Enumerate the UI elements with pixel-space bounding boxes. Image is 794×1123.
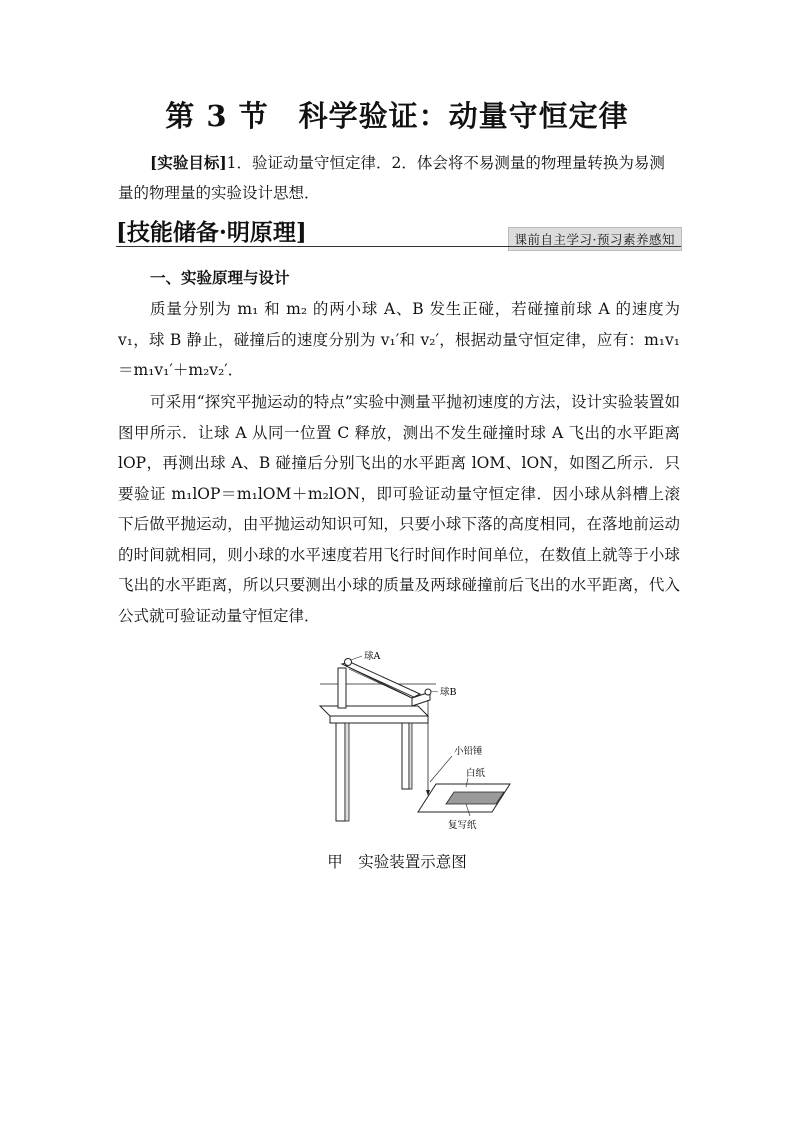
table-leg-front	[336, 723, 345, 821]
subheading: 一、实验原理与设计	[150, 268, 290, 287]
carbon-paper	[446, 792, 504, 804]
incline-support	[338, 668, 346, 708]
objective-text: 1．验证动量守恒定律．2．体会将不易测量的物理量转换为易测量的物理量的实验设计思想．	[118, 154, 665, 202]
section-tag: 课前自主学习·预习素养感知	[508, 227, 682, 251]
plumb-label: 小铅锤	[454, 746, 483, 757]
table-top	[320, 706, 428, 716]
table-leg-back-shadow	[409, 723, 412, 789]
ball-a	[345, 659, 352, 666]
table-leg-back	[402, 723, 409, 789]
white-paper-label: 白纸	[466, 768, 486, 779]
section-divider	[116, 246, 681, 247]
page-title	[0, 94, 794, 135]
section-name: 科学验证：动量守恒定律	[298, 99, 629, 133]
paragraph-principle: 质量分别为 m₁ 和 m₂ 的两小球 A、B 发生正碰，若碰撞前球 A 的速度为 v₁，球 B 静止，碰撞后的速度分别为 v₁′和 v₂′，根据动量守恒定律，应有：m₁v₁＝m₁v₁′＋m₂v₂′．	[118, 300, 680, 379]
figure-caption: 甲 实验装置示意图	[327, 853, 467, 871]
apparatus-diagram	[316, 644, 516, 852]
carbon-paper-label: 复写纸	[448, 820, 477, 831]
objective-tag: [实验目标]	[150, 153, 227, 172]
ball-b	[425, 689, 431, 695]
table-edge	[330, 716, 428, 723]
table-leg-shadow	[345, 723, 349, 821]
experiment-objective	[118, 148, 678, 208]
section-number: 第 3 节	[165, 99, 269, 133]
section-heading: [技能储备·明原理]	[116, 219, 307, 246]
paragraph-design: 可采用“探究平抛运动的特点”实验中测量平抛初速度的方法，设计实验装置如图甲所示．让球 A 从同一位置 C 释放，测出不发生碰撞时球 A 飞出的水平距离 lOP，再测出球 A、B 碰撞后分别飞出的水平距离 lOM、lON，如图乙所示．只要验证 m₁lOP＝m₁lOM＋m₂lON，即可验证动量守恒定律．因小球从斜槽上滚下后做平抛运动，由平抛运动知识可知，只要小球下落的高度相同，在落地前运动的时间就相同，则小球的水平速度若用飞行时间作时间单位，在数值上就等于小球飞出的水平距离，所以只要测出小球的质量及两球碰撞前后飞出的水平距离，代入公式就可验证动量守恒定律．	[118, 393, 680, 625]
inclined-track	[342, 662, 420, 698]
ball-b-label: 球B	[440, 687, 457, 698]
ball-a-label: 球A	[364, 651, 381, 662]
